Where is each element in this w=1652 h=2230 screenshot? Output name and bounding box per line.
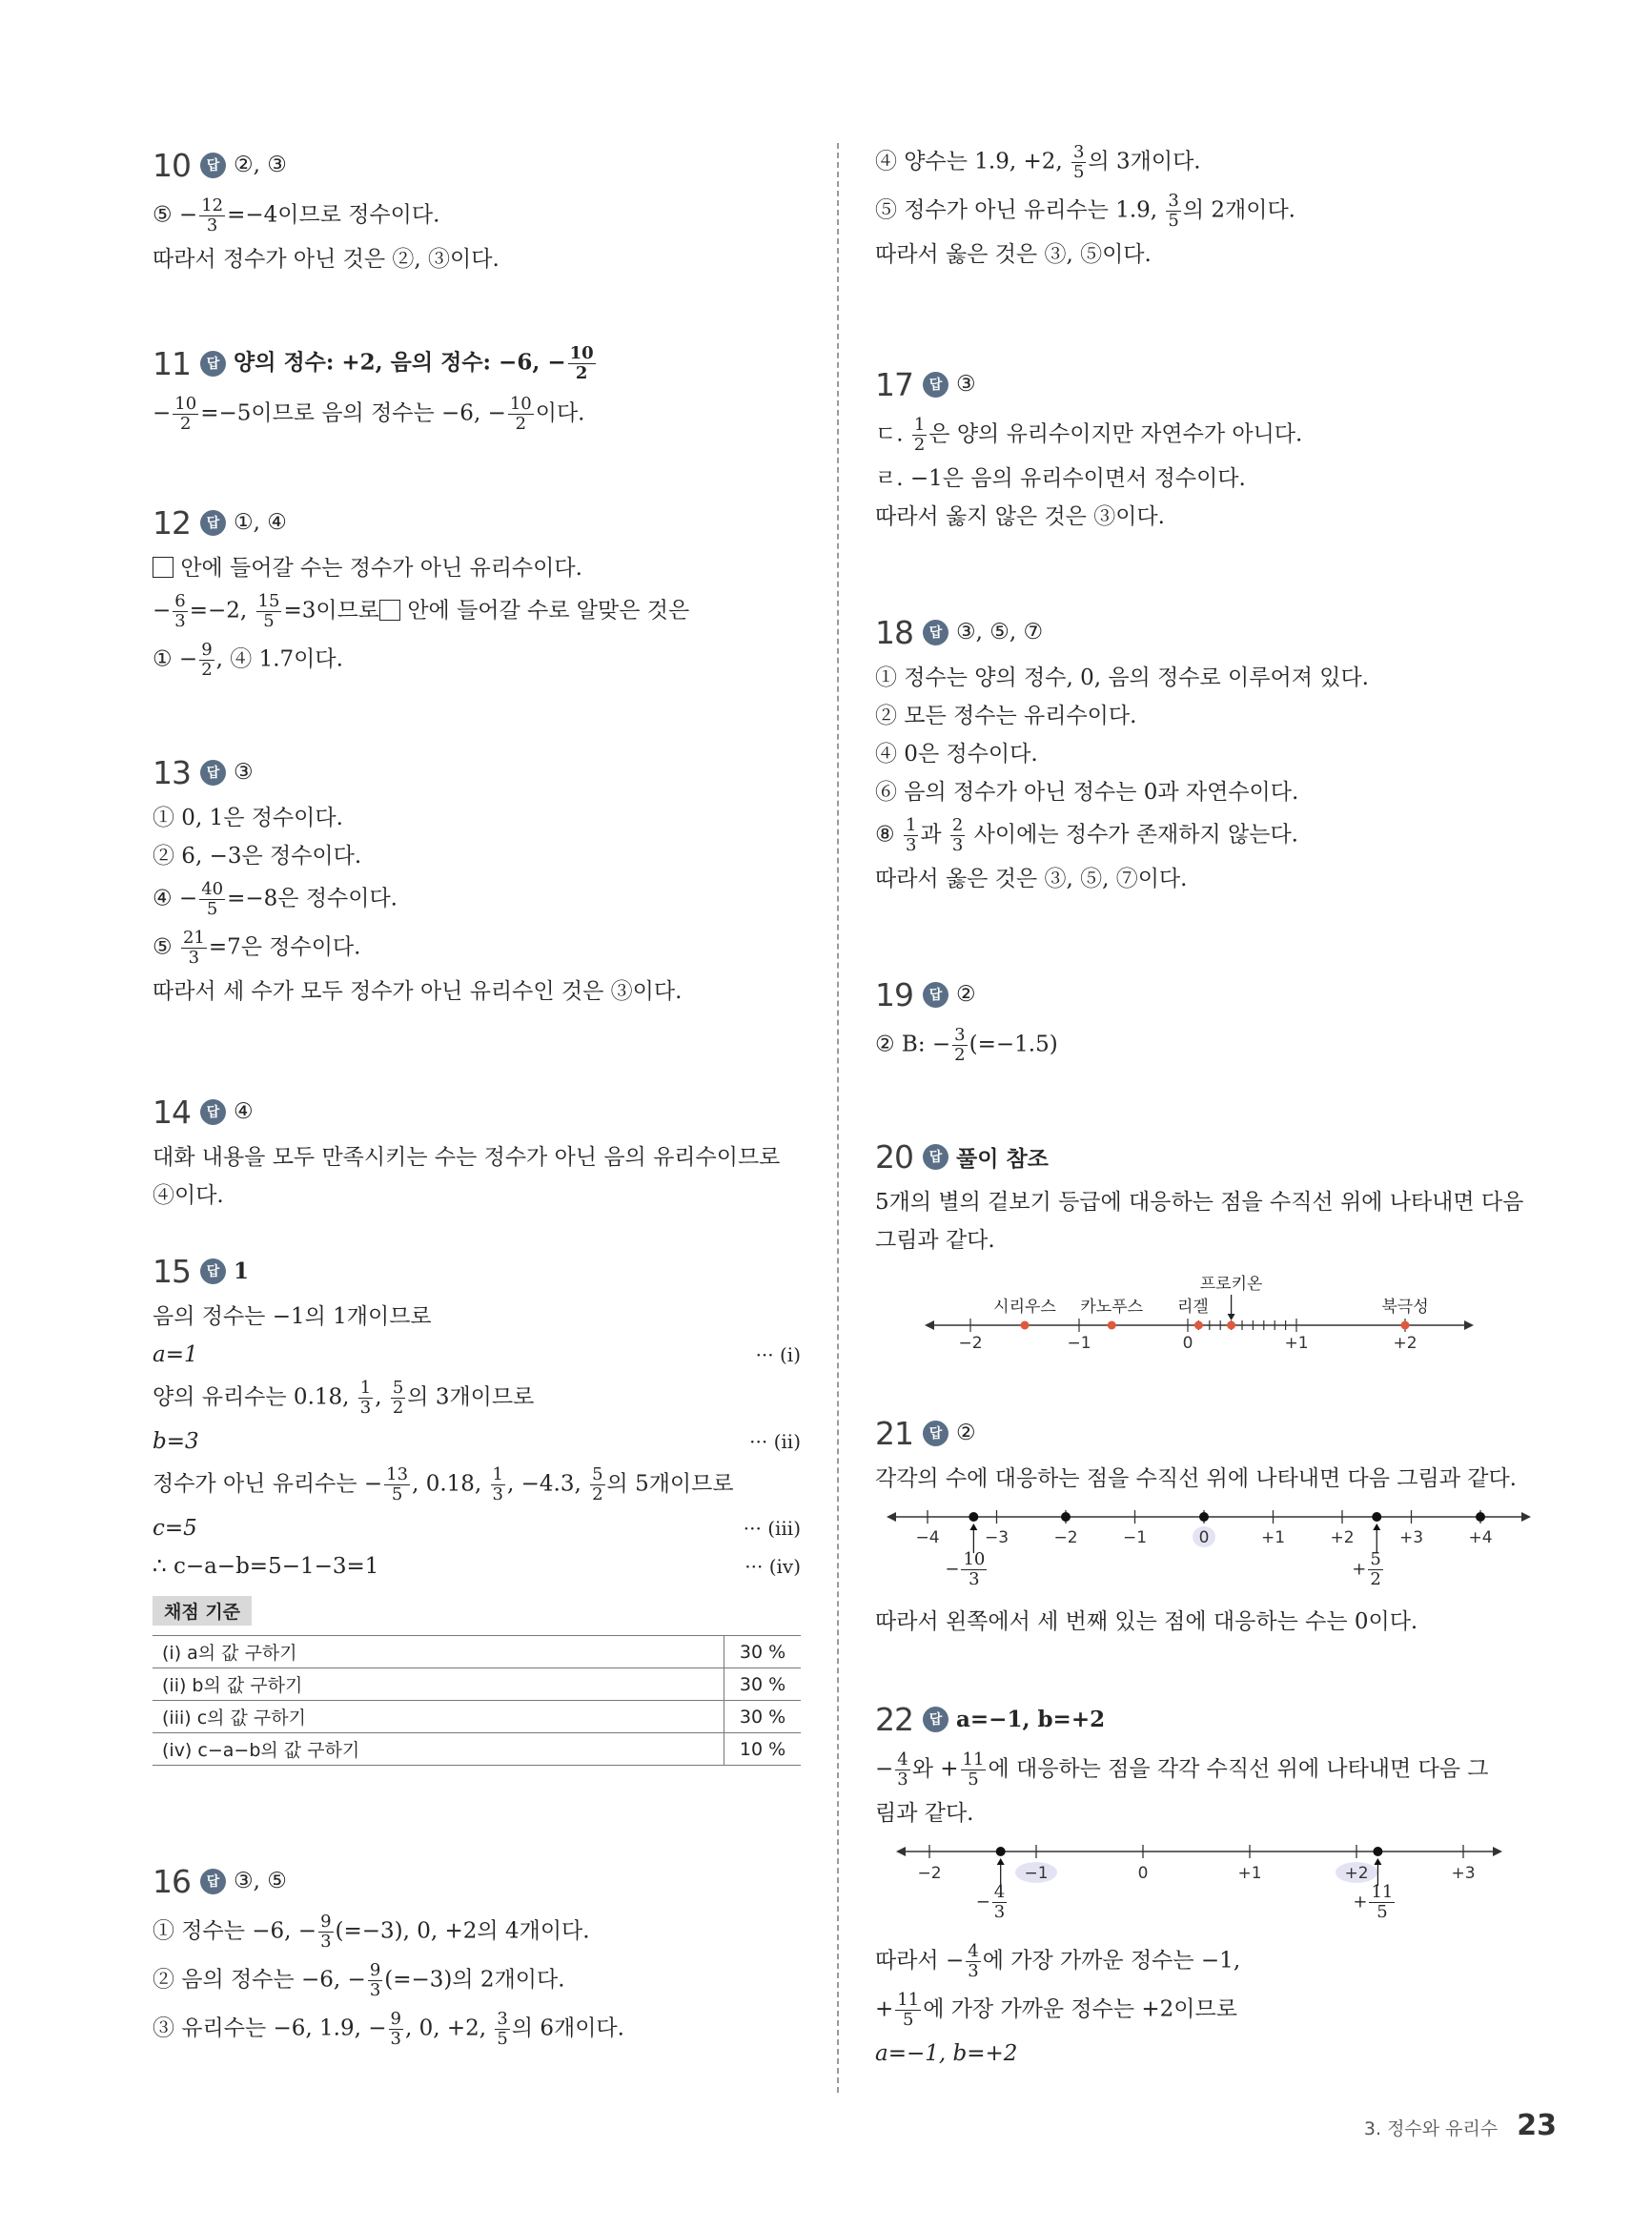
answer-text: 양의 정수: +2, 음의 정수: −6, − $\frac{10}{2}$ xyxy=(234,342,594,383)
page-footer xyxy=(1364,2109,1557,2142)
solution-line: 따라서 − $\frac{4}{3}$ 에 가장 가까운 정수는 −1, xyxy=(875,1941,1241,1981)
star-point xyxy=(1108,1321,1116,1330)
number-point xyxy=(1476,1512,1485,1522)
solution-line: b=3 ··· (ii) xyxy=(153,1429,801,1454)
answer-text: ② xyxy=(956,1421,976,1445)
tick-label: −4 xyxy=(915,1528,940,1547)
problem-20 xyxy=(875,1135,1533,1363)
problem-16 xyxy=(153,1859,801,2049)
answer-badge: 답 xyxy=(923,372,948,398)
solution-line: ② 음의 정수는 −6, − $\frac{9}{3}$ (=−3)의 2개이다. xyxy=(153,1960,565,2000)
solution-line: ① 정수는 양의 정수, 0, 음의 정수로 이루어져 있다. xyxy=(875,665,1369,690)
star-label: 프로키온 xyxy=(1199,1275,1263,1294)
number-line-21 xyxy=(875,1493,1533,1598)
answer-badge: 답 xyxy=(200,153,226,178)
solution-line: a=1 ··· (i) xyxy=(153,1342,801,1367)
axis-arrow-right-icon xyxy=(1521,1512,1531,1522)
answer-badge: 답 xyxy=(200,351,226,377)
solution-line: ⑤ $\frac{21}{3}$ =7은 정수이다. xyxy=(153,928,361,968)
answer-badge: 답 xyxy=(200,510,226,536)
solution-line: a=−1, b=+2 xyxy=(875,2041,1018,2066)
table-row: (iii) c의 값 구하기 30 % xyxy=(153,1701,801,1733)
number-line-22 xyxy=(875,1828,1533,1933)
problem-15 xyxy=(153,1249,801,1766)
solution-line: ② 6, −3은 정수이다. xyxy=(153,844,362,869)
blank-box-icon xyxy=(153,557,173,578)
star-label: 리겔 xyxy=(1176,1298,1209,1317)
tick-label: +3 xyxy=(1398,1528,1424,1547)
solution-line: ④이다. xyxy=(153,1183,224,1208)
solution-line: − $\frac{10}{2}$ =−5이므로 음의 정수는 −6, − $\frac{10}{2}$ 이다. xyxy=(153,394,585,434)
problem-number: 21 xyxy=(875,1414,913,1452)
table-row: (iv) c−a−b의 값 구하기 10 % xyxy=(153,1733,801,1766)
solution-line: ③ 유리수는 −6, 1.9, − $\frac{9}{3}$ , 0, +2, $\frac{3}{5}$ 의 6개이다. xyxy=(153,2009,624,2049)
number-point xyxy=(969,1512,978,1522)
tick-label: −2 xyxy=(917,1864,942,1883)
problem-number: 22 xyxy=(875,1700,913,1738)
pointer-arrow-icon xyxy=(1373,1524,1380,1530)
tick-label: +2 xyxy=(1330,1528,1355,1547)
problem-number: 14 xyxy=(153,1093,191,1131)
answer-text: ② xyxy=(956,982,976,1007)
problem-17 xyxy=(875,362,1533,531)
answer-badge: 답 xyxy=(200,1258,226,1284)
star-label: 시리우스 xyxy=(993,1298,1056,1317)
answer-badge: 답 xyxy=(200,760,226,786)
step-marker: ··· (iv) xyxy=(744,1555,801,1578)
grading-criteria-label: 채점 기준 xyxy=(153,1596,252,1626)
number-line-svg xyxy=(875,1828,1533,1933)
answer-text: 풀이 참조 xyxy=(956,1145,1049,1172)
tick-label: −2 xyxy=(1053,1528,1078,1547)
answer-text: 1 xyxy=(234,1258,250,1284)
solution-line: 5개의 별의 겉보기 등급에 대응하는 점을 수직선 위에 나타내면 다음 xyxy=(875,1190,1524,1215)
problem-13 xyxy=(153,750,801,1006)
solution-line: ㄷ. $\frac{1}{2}$ 은 양의 유리수이지만 자연수가 아니다. xyxy=(875,415,1303,455)
answer-text: ③ xyxy=(234,760,254,785)
tick-label: 0 xyxy=(1137,1864,1149,1883)
problem-14 xyxy=(153,1090,801,1210)
number-point xyxy=(1061,1512,1071,1522)
problem-number: 16 xyxy=(153,1862,191,1900)
pointer-arrow-icon xyxy=(1374,1858,1381,1865)
tick-label: −1 xyxy=(1024,1864,1049,1883)
pointer-arrow-icon xyxy=(969,1524,977,1530)
problem-21 xyxy=(875,1411,1533,1636)
chapter-title: 3. 정수와 유리수 xyxy=(1363,2118,1499,2139)
grading-criteria-table xyxy=(153,1635,801,1766)
tick-label: +1 xyxy=(1260,1528,1286,1547)
star-point xyxy=(1401,1321,1410,1330)
table-row: (i) a의 값 구하기 30 % xyxy=(153,1636,801,1668)
problem-number: 13 xyxy=(153,753,191,791)
answer-badge: 답 xyxy=(923,982,948,1008)
solution-line: ① 0, 1은 정수이다. xyxy=(153,806,343,830)
point-label: − $\frac{10}{3}$ xyxy=(945,1549,986,1589)
axis-arrow-left-icon xyxy=(925,1320,934,1330)
tick-label: +1 xyxy=(1284,1334,1309,1353)
answer-text: ①, ④ xyxy=(234,510,287,535)
solution-line: 따라서 옳은 것은 ③, ⑤, ⑦이다. xyxy=(875,867,1188,891)
star-point xyxy=(1194,1321,1203,1330)
answer-text: ③, ⑤ xyxy=(234,1869,287,1893)
solution-line: 따라서 정수가 아닌 것은 ②, ③이다. xyxy=(153,247,500,272)
problem-number: 10 xyxy=(153,146,191,184)
problem-18 xyxy=(875,610,1533,893)
star-point xyxy=(1021,1321,1030,1330)
pointer-arrow-icon xyxy=(1228,1314,1235,1320)
pointer-arrow-icon xyxy=(997,1858,1005,1865)
answer-badge: 답 xyxy=(200,1869,226,1894)
solution-line: 따라서 옳은 것은 ③, ⑤이다. xyxy=(875,242,1152,267)
solution-line: ① 정수는 −6, − $\frac{9}{3}$ (=−3), 0, +2의 4개이다. xyxy=(153,1912,590,1952)
problem-number: 12 xyxy=(153,503,191,542)
tick-label: −1 xyxy=(1122,1528,1148,1547)
solution-line: 림과 같다. xyxy=(875,1801,974,1826)
answer-badge: 답 xyxy=(923,620,948,645)
tick-label: +1 xyxy=(1237,1864,1262,1883)
star-label: 카노푸스 xyxy=(1080,1298,1144,1317)
solution-line: 음의 정수는 −1의 1개이므로 xyxy=(153,1304,432,1329)
solution-line: ㄹ. −1은 음의 유리수이면서 정수이다. xyxy=(875,466,1246,491)
number-point xyxy=(1199,1512,1209,1522)
tick-label: −3 xyxy=(984,1528,1010,1547)
solution-line: 따라서 왼쪽에서 세 번째 있는 점에 대응하는 수는 0이다. xyxy=(875,1609,1418,1634)
solution-line: ② 모든 정수는 유리수이다. xyxy=(875,704,1137,728)
problem-number: 15 xyxy=(153,1252,191,1290)
solution-line: ① − $\frac{9}{2}$ , ④ 1.7이다. xyxy=(153,640,343,680)
answer-text: a=−1, b=+2 xyxy=(956,1706,1106,1732)
axis-arrow-right-icon xyxy=(1493,1847,1502,1856)
tick-label: +4 xyxy=(1468,1528,1493,1547)
tick-label: 0 xyxy=(1198,1528,1210,1547)
solution-line: ④ − $\frac{40}{5}$ =−8은 정수이다. xyxy=(153,879,398,919)
tick-label: −1 xyxy=(1067,1334,1091,1353)
star-point xyxy=(1227,1321,1235,1330)
solution-line: ④ 0은 정수이다. xyxy=(875,742,1038,767)
tick-label: +2 xyxy=(1344,1864,1369,1883)
problem-number: 11 xyxy=(153,344,191,382)
step-marker: ··· (i) xyxy=(755,1343,801,1366)
tick-label: −2 xyxy=(958,1334,983,1353)
solution-line: − $\frac{4}{3}$ 와 + $\frac{11}{5}$ 에 대응하는 점을 각각 수직선 위에 나타내면 다음 그 xyxy=(875,1749,1489,1790)
problem-number: 20 xyxy=(875,1137,913,1176)
step-marker: ··· (iii) xyxy=(743,1517,801,1540)
solution-line: ⑥ 음의 정수가 아닌 정수는 0과 자연수이다. xyxy=(875,780,1299,805)
problem-10 xyxy=(153,143,801,274)
problem-22 xyxy=(875,1697,1533,2068)
step-marker: ··· (ii) xyxy=(749,1430,801,1453)
answer-badge: 답 xyxy=(923,1707,948,1732)
solution-line: 양의 유리수는 0.18, $\frac{1}{3}$ , $\frac{5}{2}$ 의 3개이므로 xyxy=(153,1378,535,1418)
answer-text: ②, ③ xyxy=(234,153,287,177)
answer-text: ③, ⑤, ⑦ xyxy=(956,620,1044,644)
tick-label: 0 xyxy=(1182,1334,1193,1353)
solution-line: 안에 들어갈 수는 정수가 아닌 유리수이다. xyxy=(153,554,801,583)
solution-line: c=5 ··· (iii) xyxy=(153,1516,801,1541)
solution-line: ⑤ 정수가 아닌 유리수는 1.9, $\frac{3}{5}$ 의 2개이다. xyxy=(875,191,1295,231)
axis-arrow-left-icon xyxy=(896,1847,906,1856)
solution-line: 그림과 같다. xyxy=(875,1228,995,1253)
axis-arrow-right-icon xyxy=(1464,1320,1474,1330)
answer-text: ④ xyxy=(234,1099,254,1124)
tick-label: +2 xyxy=(1393,1334,1417,1353)
solution-line: ⑧ $\frac{1}{3}$ 과 $\frac{2}{3}$ 사이에는 정수가 존재하지 않는다. xyxy=(875,815,1298,855)
solution-line: ∴ c−a−b=5−1−3=1 ··· (iv) xyxy=(153,1554,801,1579)
tick-label: +3 xyxy=(1451,1864,1476,1883)
problem-12 xyxy=(153,501,801,680)
number-point xyxy=(1372,1512,1381,1522)
page-number: 23 xyxy=(1517,2109,1557,2142)
point-label: + $\frac{11}{5}$ xyxy=(1353,1882,1394,1922)
solution-line: ② B: − $\frac{3}{2}$ (=−1.5) xyxy=(875,1025,1058,1065)
solution-line: 정수가 아닌 유리수는 − $\frac{13}{5}$ , 0.18, $\frac{1}{3}$ , −4.3, $\frac{5}{2}$ 의 5개이므로 xyxy=(153,1464,734,1504)
solution-line: 대화 내용을 모두 만족시키는 수는 정수가 아닌 음의 유리수이므로 xyxy=(153,1145,781,1170)
number-point xyxy=(1373,1847,1382,1856)
table-row: (ii) b의 값 구하기 30 % xyxy=(153,1668,801,1701)
solution-line: ④ 양수는 1.9, +2, $\frac{3}{5}$ 의 3개이다. xyxy=(875,142,1201,182)
problem-16-continued xyxy=(875,143,1533,269)
problem-number: 19 xyxy=(875,975,913,1013)
answer-badge: 답 xyxy=(200,1099,226,1125)
point-label: − $\frac{4}{3}$ xyxy=(975,1882,1006,1922)
star-magnitude-number-line xyxy=(875,1258,1533,1363)
problem-11 xyxy=(153,341,801,434)
column-divider xyxy=(837,143,839,2093)
solution-line: + $\frac{11}{5}$ 에 가장 가까운 정수는 +2이므로 xyxy=(875,1990,1237,2030)
solution-line: ⑤ − $\frac{12}{3}$ =−4이므로 정수이다. xyxy=(153,195,440,235)
solution-line: − $\frac{6}{3}$ =−2, $\frac{15}{5}$ =3이므로 안에 들어갈 수로 알맞은 것은 xyxy=(153,591,690,631)
star-label: 북극성 xyxy=(1381,1298,1429,1317)
answer-badge: 답 xyxy=(923,1421,948,1446)
solution-line: 각각의 수에 대응하는 점을 수직선 위에 나타내면 다음 그림과 같다. xyxy=(875,1466,1517,1491)
blank-box-icon xyxy=(379,600,400,621)
answer-text: ③ xyxy=(956,372,976,397)
answer-badge: 답 xyxy=(923,1144,948,1170)
number-point xyxy=(996,1847,1006,1856)
axis-arrow-left-icon xyxy=(887,1512,896,1522)
problem-number: 18 xyxy=(875,613,913,651)
problem-19 xyxy=(875,972,1533,1065)
problem-number: 17 xyxy=(875,365,913,403)
point-label: + $\frac{5}{2}$ xyxy=(1352,1549,1381,1589)
solution-line: 따라서 옳지 않은 것은 ③이다. xyxy=(875,504,1165,529)
solution-line: 따라서 세 수가 모두 정수가 아닌 유리수인 것은 ③이다. xyxy=(153,979,683,1004)
